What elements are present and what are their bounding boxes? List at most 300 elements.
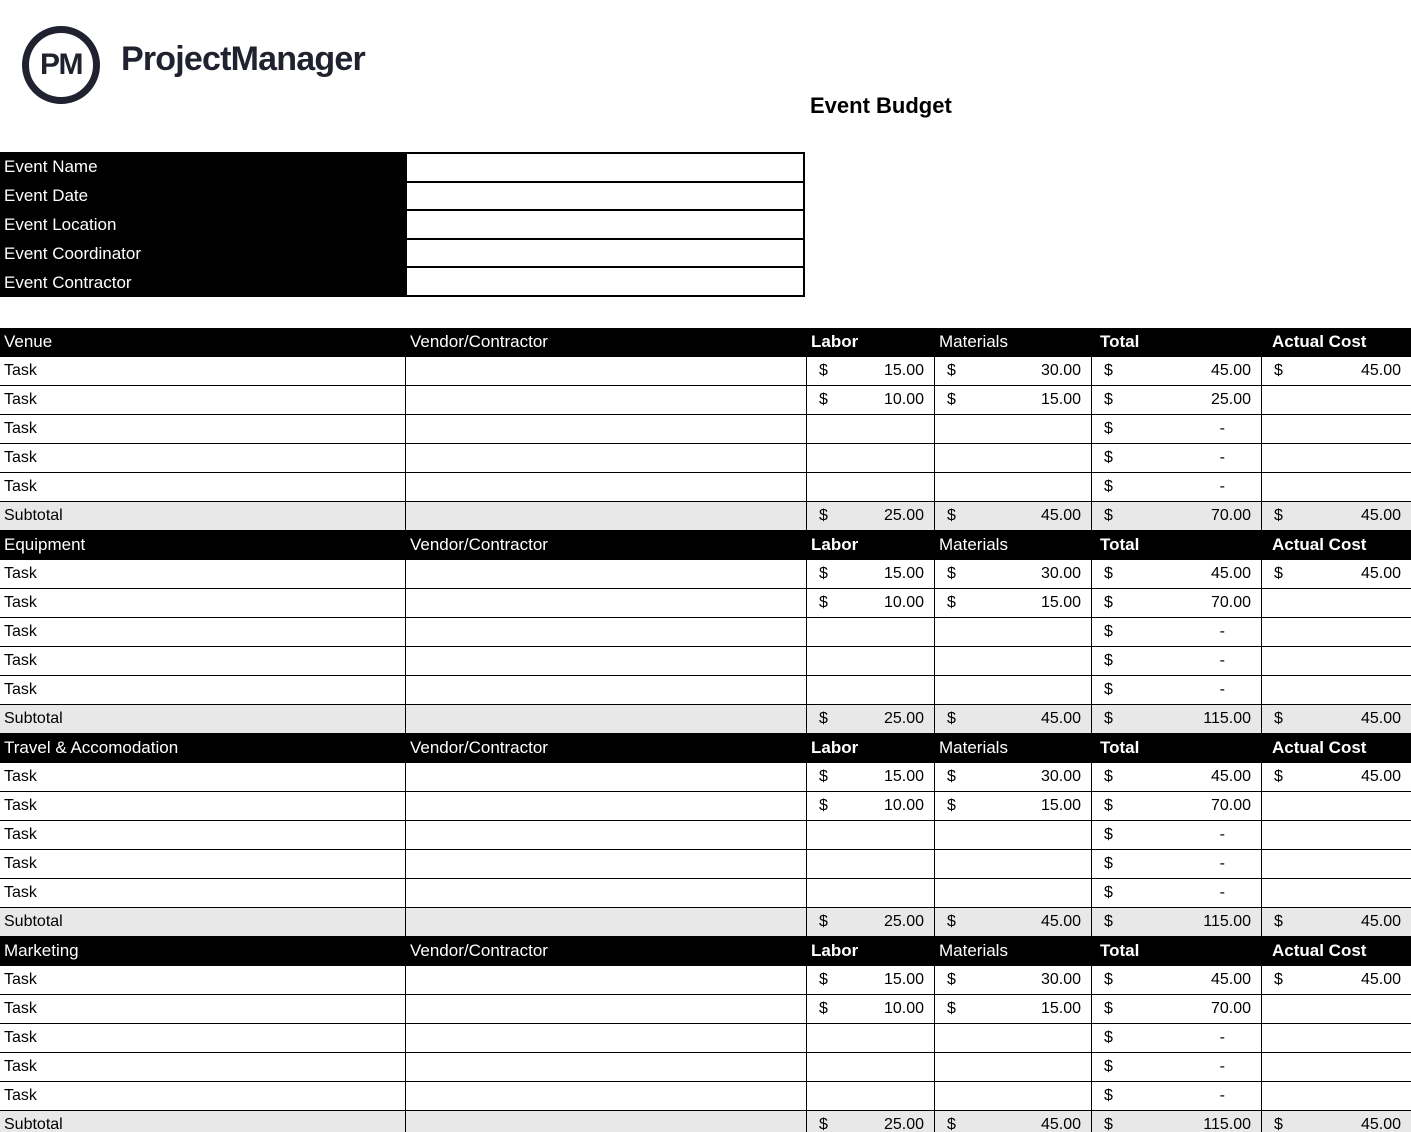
currency-symbol: $ [1104, 362, 1113, 379]
subtotal-actual-cost-cell[interactable] [1261, 705, 1411, 733]
currency-symbol: $ [1104, 768, 1113, 785]
labor-cell[interactable] [806, 444, 934, 472]
amount-value: 25.00 [883, 1116, 924, 1132]
vendor-contractor-header-cell: Vendor/Contractor [410, 535, 548, 554]
task-name-cell[interactable]: Task [4, 1029, 37, 1046]
subtotal-total-cell[interactable] [1091, 908, 1261, 936]
vendor-cell[interactable] [405, 444, 806, 472]
subtotal-total-cell[interactable] [1091, 502, 1261, 530]
total-cell[interactable] [1091, 1024, 1261, 1052]
currency-symbol: $ [947, 971, 956, 988]
task-row [0, 647, 1411, 676]
actual-cost-cell[interactable] [1261, 821, 1411, 849]
total-cell[interactable] [1091, 1082, 1261, 1110]
subtotal-actual-cost-cell[interactable] [1261, 1111, 1411, 1132]
event-location-input-cell[interactable] [407, 211, 803, 238]
amount-value: - [1219, 652, 1225, 669]
task-row [0, 560, 1411, 589]
total-cell[interactable] [1091, 386, 1261, 414]
actual-cost-cell[interactable] [1261, 1082, 1411, 1110]
labor-header-cell: Labor [811, 738, 859, 757]
vendor-cell[interactable] [405, 763, 806, 791]
labor-cell[interactable] [806, 676, 934, 704]
vendor-cell[interactable] [405, 850, 806, 878]
labor-cell[interactable] [806, 589, 934, 617]
task-row [0, 676, 1411, 705]
currency-symbol: $ [1104, 449, 1113, 466]
task-row [0, 821, 1411, 850]
vendor-cell[interactable] [405, 792, 806, 820]
currency-symbol: $ [819, 594, 828, 611]
page-title: Event Budget [810, 93, 952, 118]
section-header-venue [0, 328, 1411, 357]
actual-cost-cell[interactable] [1261, 386, 1411, 414]
currency-symbol: $ [819, 797, 828, 814]
subtotal-materials-cell[interactable] [934, 705, 1091, 733]
vendor-contractor-header-cell: Vendor/Contractor [410, 332, 548, 351]
total-cell[interactable] [1091, 1053, 1261, 1081]
currency-symbol: $ [947, 507, 956, 524]
amount-value: - [1219, 1087, 1225, 1104]
currency-symbol: $ [1104, 565, 1113, 582]
subtotal-vendor-cell [405, 1111, 806, 1132]
currency-symbol: $ [819, 710, 828, 727]
labor-cell[interactable] [806, 792, 934, 820]
materials-cell[interactable] [934, 647, 1091, 675]
vendor-cell[interactable] [405, 560, 806, 588]
event-contractor-input-cell[interactable] [407, 268, 803, 295]
materials-cell[interactable] [934, 1053, 1091, 1081]
subtotal-label-cell: Subtotal [4, 1116, 63, 1132]
actual-cost-cell[interactable] [1261, 763, 1411, 791]
vendor-cell[interactable] [405, 618, 806, 646]
total-cell[interactable] [1091, 560, 1261, 588]
amount-value: 45.00 [1210, 362, 1251, 379]
amount-value: - [1219, 449, 1225, 466]
actual-cost-cell[interactable] [1261, 647, 1411, 675]
total-header-cell: Total [1100, 738, 1140, 757]
amount-value: - [1219, 681, 1225, 698]
materials-cell[interactable] [934, 995, 1091, 1023]
task-name-cell[interactable]: Task [4, 420, 37, 437]
amount-value: 45.00 [1040, 710, 1081, 727]
actual-cost-cell[interactable] [1261, 792, 1411, 820]
amount-value: 15.00 [883, 768, 924, 785]
event-name-input-cell[interactable] [407, 154, 803, 181]
labor-cell[interactable] [806, 415, 934, 443]
materials-cell[interactable] [934, 357, 1091, 385]
vendor-cell[interactable] [405, 386, 806, 414]
subtotal-labor-cell[interactable] [806, 502, 934, 530]
currency-symbol: $ [819, 362, 828, 379]
subtotal-materials-cell[interactable] [934, 1111, 1091, 1132]
total-cell[interactable] [1091, 792, 1261, 820]
currency-symbol: $ [1274, 710, 1283, 727]
task-name-cell[interactable]: Task [4, 1000, 37, 1017]
event-label-event-name: Event Name [4, 157, 98, 176]
amount-value: 45.00 [1360, 768, 1401, 785]
amount-value: 30.00 [1040, 362, 1081, 379]
amount-value: - [1219, 1058, 1225, 1075]
labor-cell[interactable] [806, 618, 934, 646]
task-row [0, 1024, 1411, 1053]
amount-value: - [1219, 1029, 1225, 1046]
task-row [0, 444, 1411, 473]
materials-cell[interactable] [934, 444, 1091, 472]
labor-cell[interactable] [806, 357, 934, 385]
materials-cell[interactable] [934, 386, 1091, 414]
amount-value: 45.00 [1360, 565, 1401, 582]
total-header-cell: Total [1100, 535, 1140, 554]
amount-value: 10.00 [883, 594, 924, 611]
amount-value: 70.00 [1210, 507, 1251, 524]
amount-value: 45.00 [1360, 507, 1401, 524]
task-row [0, 995, 1411, 1024]
amount-value: 25.00 [883, 507, 924, 524]
total-cell[interactable] [1091, 589, 1261, 617]
subtotal-label-cell: Subtotal [4, 507, 63, 524]
materials-cell[interactable] [934, 850, 1091, 878]
actual-cost-cell[interactable] [1261, 560, 1411, 588]
actual-cost-cell[interactable] [1261, 676, 1411, 704]
section-name-cell: Travel & Accomodation [4, 738, 179, 757]
vendor-cell[interactable] [405, 676, 806, 704]
amount-value: 10.00 [883, 391, 924, 408]
materials-cell[interactable] [934, 1024, 1091, 1052]
vendor-cell[interactable] [405, 966, 806, 994]
materials-cell[interactable] [934, 560, 1091, 588]
task-name-cell[interactable]: Task [4, 362, 37, 379]
subtotal-materials-cell[interactable] [934, 502, 1091, 530]
amount-value: 30.00 [1040, 565, 1081, 582]
actual-cost-cell[interactable] [1261, 1053, 1411, 1081]
amount-value: 25.00 [883, 913, 924, 930]
amount-value: 25.00 [1210, 391, 1251, 408]
vendor-contractor-header-cell: Vendor/Contractor [410, 941, 548, 960]
total-header-cell: Total [1100, 941, 1140, 960]
currency-symbol: $ [947, 391, 956, 408]
materials-cell[interactable] [934, 879, 1091, 907]
currency-symbol: $ [1104, 971, 1113, 988]
event-info-block [0, 152, 805, 297]
actual-cost-cell[interactable] [1261, 1024, 1411, 1052]
subtotal-total-cell[interactable] [1091, 1111, 1261, 1132]
total-cell[interactable] [1091, 966, 1261, 994]
event-label-event-coordinator: Event Coordinator [4, 244, 142, 263]
event-info-values [405, 152, 805, 297]
task-row [0, 879, 1411, 908]
event-label-event-contractor: Event Contractor [4, 273, 132, 292]
task-row [0, 1082, 1411, 1111]
labor-header-cell: Labor [811, 941, 859, 960]
total-cell[interactable] [1091, 357, 1261, 385]
amount-value: 70.00 [1210, 797, 1251, 814]
labor-cell[interactable] [806, 850, 934, 878]
amount-value: 10.00 [883, 797, 924, 814]
vendor-cell[interactable] [405, 415, 806, 443]
amount-value: 15.00 [1040, 594, 1081, 611]
task-name-cell[interactable]: Task [4, 594, 37, 611]
materials-header-cell: Materials [939, 535, 1008, 554]
labor-cell[interactable] [806, 821, 934, 849]
labor-cell[interactable] [806, 473, 934, 501]
currency-symbol: $ [1104, 826, 1113, 843]
subtotal-vendor-cell [405, 705, 806, 733]
task-name-cell[interactable]: Task [4, 884, 37, 901]
currency-symbol: $ [947, 710, 956, 727]
currency-symbol: $ [1104, 652, 1113, 669]
total-cell[interactable] [1091, 879, 1261, 907]
amount-value: - [1219, 420, 1225, 437]
vendor-cell[interactable] [405, 1024, 806, 1052]
total-cell[interactable] [1091, 850, 1261, 878]
section-name-cell: Equipment [4, 535, 86, 554]
currency-symbol: $ [1274, 362, 1283, 379]
actual-cost-cell[interactable] [1261, 589, 1411, 617]
currency-symbol: $ [1104, 478, 1113, 495]
materials-cell[interactable] [934, 821, 1091, 849]
amount-value: 25.00 [883, 710, 924, 727]
currency-symbol: $ [1104, 884, 1113, 901]
subtotal-row-venue [0, 502, 1411, 531]
amount-value: 45.00 [1210, 971, 1251, 988]
task-name-cell[interactable]: Task [4, 478, 37, 495]
materials-cell[interactable] [934, 589, 1091, 617]
event-coordinator-input-cell[interactable] [407, 240, 803, 267]
labor-cell[interactable] [806, 995, 934, 1023]
currency-symbol: $ [1274, 768, 1283, 785]
labor-cell[interactable] [806, 966, 934, 994]
currency-symbol: $ [1274, 913, 1283, 930]
subtotal-row-travel-accomodation [0, 908, 1411, 937]
task-row [0, 763, 1411, 792]
currency-symbol: $ [819, 391, 828, 408]
total-cell[interactable] [1091, 444, 1261, 472]
task-name-cell[interactable]: Task [4, 1058, 37, 1075]
subtotal-labor-cell[interactable] [806, 908, 934, 936]
labor-cell[interactable] [806, 1082, 934, 1110]
currency-symbol: $ [1104, 1029, 1113, 1046]
amount-value: 15.00 [883, 971, 924, 988]
amount-value: 30.00 [1040, 971, 1081, 988]
actual-cost-cell[interactable] [1261, 966, 1411, 994]
actual-cost-header-cell: Actual Cost [1272, 332, 1367, 351]
event-date-input-cell[interactable] [407, 183, 803, 210]
amount-value: - [1219, 478, 1225, 495]
task-name-cell[interactable]: Task [4, 768, 37, 785]
currency-symbol: $ [947, 1000, 956, 1017]
currency-symbol: $ [1274, 507, 1283, 524]
amount-value: 45.00 [1360, 362, 1401, 379]
materials-cell[interactable] [934, 676, 1091, 704]
section-header-marketing [0, 937, 1411, 966]
task-name-cell[interactable]: Task [4, 971, 37, 988]
materials-cell[interactable] [934, 415, 1091, 443]
materials-header-cell: Materials [939, 332, 1008, 351]
currency-symbol: $ [1104, 391, 1113, 408]
amount-value: 15.00 [883, 565, 924, 582]
total-cell[interactable] [1091, 995, 1261, 1023]
vendor-cell[interactable] [405, 821, 806, 849]
task-name-cell[interactable]: Task [4, 855, 37, 872]
vendor-cell[interactable] [405, 879, 806, 907]
task-name-cell[interactable]: Task [4, 623, 37, 640]
amount-value: 15.00 [1040, 1000, 1081, 1017]
currency-symbol: $ [1104, 855, 1113, 872]
currency-symbol: $ [947, 565, 956, 582]
amount-value: 45.00 [1360, 710, 1401, 727]
actual-cost-cell[interactable] [1261, 850, 1411, 878]
task-name-cell[interactable]: Task [4, 826, 37, 843]
subtotal-vendor-cell [405, 908, 806, 936]
currency-symbol: $ [947, 594, 956, 611]
subtotal-row-marketing [0, 1111, 1411, 1132]
amount-value: 15.00 [883, 362, 924, 379]
currency-symbol: $ [819, 507, 828, 524]
pm-logo-icon [22, 26, 100, 104]
currency-symbol: $ [1274, 565, 1283, 582]
vendor-cell[interactable] [405, 473, 806, 501]
amount-value: 70.00 [1210, 594, 1251, 611]
vendor-contractor-header-cell: Vendor/Contractor [410, 738, 548, 757]
task-name-cell[interactable]: Task [4, 565, 37, 582]
labor-cell[interactable] [806, 560, 934, 588]
subtotal-vendor-cell [405, 502, 806, 530]
task-name-cell[interactable]: Task [4, 391, 37, 408]
materials-cell[interactable] [934, 763, 1091, 791]
event-label-event-location: Event Location [4, 215, 117, 234]
labor-cell[interactable] [806, 1024, 934, 1052]
subtotal-total-cell[interactable] [1091, 705, 1261, 733]
amount-value: 70.00 [1210, 1000, 1251, 1017]
actual-cost-cell[interactable] [1261, 473, 1411, 501]
task-name-cell[interactable]: Task [4, 1087, 37, 1104]
total-cell[interactable] [1091, 821, 1261, 849]
total-cell[interactable] [1091, 618, 1261, 646]
labor-cell[interactable] [806, 879, 934, 907]
amount-value: 45.00 [1210, 565, 1251, 582]
vendor-cell[interactable] [405, 995, 806, 1023]
currency-symbol: $ [819, 565, 828, 582]
task-name-cell[interactable]: Task [4, 449, 37, 466]
total-cell[interactable] [1091, 473, 1261, 501]
budget-table [0, 328, 1411, 1132]
logo-monogram: PM [40, 48, 82, 81]
section-header-equipment [0, 531, 1411, 560]
total-cell[interactable] [1091, 415, 1261, 443]
labor-cell[interactable] [806, 763, 934, 791]
materials-cell[interactable] [934, 966, 1091, 994]
currency-symbol: $ [1104, 1116, 1113, 1132]
amount-value: 45.00 [1360, 1116, 1401, 1132]
currency-symbol: $ [1104, 710, 1113, 727]
section-header-travel-accomodation [0, 734, 1411, 763]
vendor-cell[interactable] [405, 589, 806, 617]
amount-value: 45.00 [1210, 768, 1251, 785]
task-row [0, 850, 1411, 879]
task-name-cell[interactable]: Task [4, 681, 37, 698]
amount-value: - [1219, 855, 1225, 872]
currency-symbol: $ [1104, 507, 1113, 524]
event-info-labels [0, 152, 405, 297]
amount-value: - [1219, 826, 1225, 843]
vendor-cell[interactable] [405, 647, 806, 675]
materials-header-cell: Materials [939, 941, 1008, 960]
task-row [0, 473, 1411, 502]
materials-cell[interactable] [934, 1082, 1091, 1110]
actual-cost-cell[interactable] [1261, 618, 1411, 646]
vendor-cell[interactable] [405, 1082, 806, 1110]
event-label-event-date: Event Date [4, 186, 89, 205]
task-name-cell[interactable]: Task [4, 797, 37, 814]
actual-cost-cell[interactable] [1261, 995, 1411, 1023]
amount-value: 45.00 [1040, 507, 1081, 524]
total-cell[interactable] [1091, 676, 1261, 704]
currency-symbol: $ [947, 797, 956, 814]
task-row [0, 792, 1411, 821]
labor-cell[interactable] [806, 386, 934, 414]
subtotal-materials-cell[interactable] [934, 908, 1091, 936]
subtotal-labor-cell[interactable] [806, 705, 934, 733]
actual-cost-header-cell: Actual Cost [1272, 941, 1367, 960]
actual-cost-cell[interactable] [1261, 357, 1411, 385]
currency-symbol: $ [947, 768, 956, 785]
amount-value: 15.00 [1040, 391, 1081, 408]
total-cell[interactable] [1091, 647, 1261, 675]
amount-value: 45.00 [1040, 913, 1081, 930]
actual-cost-cell[interactable] [1261, 444, 1411, 472]
subtotal-labor-cell[interactable] [806, 1111, 934, 1132]
actual-cost-header-cell: Actual Cost [1272, 535, 1367, 554]
vendor-cell[interactable] [405, 357, 806, 385]
currency-symbol: $ [1104, 623, 1113, 640]
vendor-cell[interactable] [405, 1053, 806, 1081]
actual-cost-header-cell: Actual Cost [1272, 738, 1367, 757]
task-row [0, 415, 1411, 444]
subtotal-label-cell: Subtotal [4, 913, 63, 930]
section-name-cell: Marketing [4, 941, 79, 960]
materials-cell[interactable] [934, 473, 1091, 501]
currency-symbol: $ [819, 768, 828, 785]
currency-symbol: $ [1104, 681, 1113, 698]
currency-symbol: $ [947, 913, 956, 930]
actual-cost-cell[interactable] [1261, 879, 1411, 907]
materials-cell[interactable] [934, 618, 1091, 646]
task-row [0, 386, 1411, 415]
subtotal-label-cell: Subtotal [4, 710, 63, 727]
amount-value: - [1219, 623, 1225, 640]
task-row [0, 357, 1411, 386]
amount-value: 10.00 [883, 1000, 924, 1017]
task-row [0, 618, 1411, 647]
amount-value: 115.00 [1203, 710, 1251, 727]
amount-value: 30.00 [1040, 768, 1081, 785]
subtotal-actual-cost-cell[interactable] [1261, 908, 1411, 936]
materials-header-cell: Materials [939, 738, 1008, 757]
task-row [0, 589, 1411, 618]
task-name-cell[interactable]: Task [4, 652, 37, 669]
labor-cell[interactable] [806, 647, 934, 675]
currency-symbol: $ [1274, 1116, 1283, 1132]
total-cell[interactable] [1091, 763, 1261, 791]
actual-cost-cell[interactable] [1261, 415, 1411, 443]
currency-symbol: $ [819, 1116, 828, 1132]
amount-value: 45.00 [1360, 971, 1401, 988]
materials-cell[interactable] [934, 792, 1091, 820]
labor-header-cell: Labor [811, 332, 859, 351]
labor-cell[interactable] [806, 1053, 934, 1081]
subtotal-actual-cost-cell[interactable] [1261, 502, 1411, 530]
